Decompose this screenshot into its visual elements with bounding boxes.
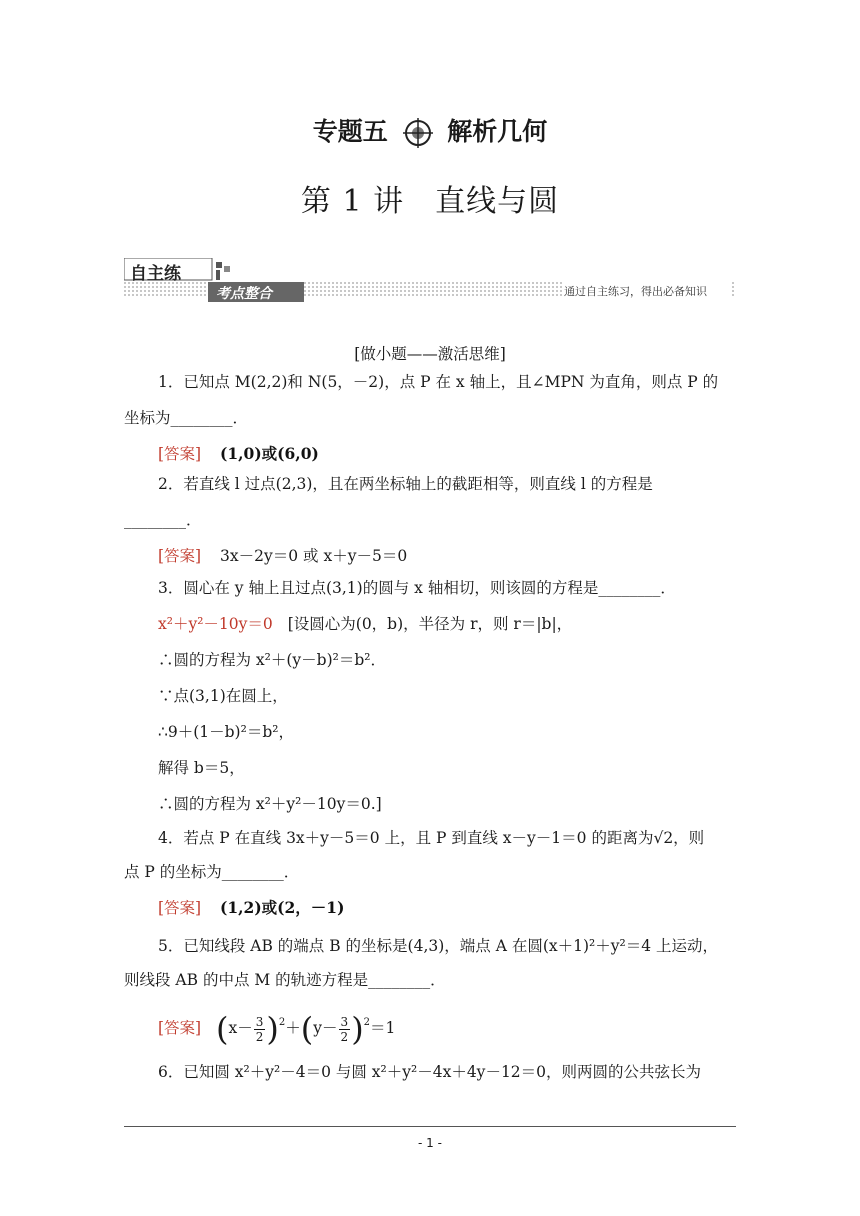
subject-label: 解析几何 bbox=[447, 117, 548, 146]
q2-text-cont: ________． bbox=[124, 511, 202, 529]
q3-solution-2: ∴圆的方程为 x²＋(y－b)²＝b²． bbox=[158, 651, 387, 669]
banner-left-top: 自主练 bbox=[130, 264, 181, 284]
section-title: [做小题——激活思维] bbox=[354, 345, 506, 363]
q3-solution-4: ∴9＋(1－b)²＝b²， bbox=[158, 723, 294, 741]
answer-tag: [答案] bbox=[158, 547, 202, 565]
q5-answer-value: (x－ $\frac{3}{2}$ )$^2$＋(y－ $\frac{3}{2}$ )$^2$＝1 bbox=[216, 1010, 396, 1048]
banner-left-bottom: 考点整合 bbox=[216, 286, 272, 302]
q2-answer bbox=[158, 546, 407, 566]
answer-tag: [答案] bbox=[158, 899, 202, 917]
page-number: - 1 - bbox=[418, 1136, 442, 1150]
q2-text: 2．若直线 l 过点(2,3)，且在两坐标轴上的截距相等，则直线 l 的方程是 bbox=[158, 475, 653, 493]
q5-answer bbox=[158, 1010, 396, 1048]
q1-answer bbox=[158, 444, 319, 464]
q3-solution-3: ∵点(3,1)在圆上， bbox=[158, 687, 288, 705]
q4-text-cont: 点 P 的坐标为________． bbox=[124, 863, 300, 881]
topic-label: 专题五 bbox=[312, 117, 388, 146]
q1-answer-value: (1,0)或(6,0) bbox=[220, 444, 319, 463]
fraction: $\frac{3}{2}$ bbox=[255, 1014, 264, 1044]
q3-solution-6: ∴圆的方程为 x²＋y²－10y＝0.] bbox=[158, 795, 382, 813]
q4-text: 4．若点 P 在直线 3x＋y－5＝0 上，且 P 到直线 x－y－1＝0 的距离为√2，则 bbox=[158, 829, 705, 847]
q6-text: 6．已知圆 x²＋y²－4＝0 与圆 x²＋y²－4x＋4y－12＝0，则两圆的公共弦长为 bbox=[158, 1063, 702, 1081]
answer-tag: [答案] bbox=[158, 445, 202, 463]
q2-answer-value: 3x－2y＝0 或 x＋y－5＝0 bbox=[220, 547, 408, 565]
fraction: $\frac{3}{2}$ bbox=[340, 1014, 349, 1044]
q3-text: 3．圆心在 y 轴上且过点(3,1)的圆与 x 轴相切，则该圆的方程是________． bbox=[158, 579, 676, 597]
q1-text: 1．已知点 M(2,2)和 N(5，－2)，点 P 在 x 轴上，且∠MPN 为直角，则点 P 的 bbox=[158, 373, 719, 391]
answer-tag: [答案] bbox=[158, 1019, 202, 1037]
q3-answer-value: x²＋y²－10y＝0 bbox=[158, 615, 273, 633]
crosshair-icon bbox=[403, 118, 433, 148]
lecture-title: 第 1 讲 直线与圆 bbox=[300, 184, 560, 219]
section-banner bbox=[124, 258, 736, 304]
topic-header bbox=[0, 112, 860, 148]
q5-text: 5．已知线段 AB 的端点 B 的坐标是(4,3)，端点 A 在圆(x＋1)²＋y²＝4 上运动， bbox=[158, 937, 719, 955]
q1-text-cont: 坐标为________． bbox=[124, 409, 249, 427]
q3-solution-1: [设圆心为(0，b)，半径为 r，则 r＝|b|， bbox=[287, 615, 573, 633]
q3-answer bbox=[158, 614, 572, 634]
footer-rule bbox=[124, 1126, 736, 1127]
q4-answer-value: (1,2)或(2，－1) bbox=[220, 898, 345, 917]
banner-right-text: 通过自主练习，得出必备知识 bbox=[564, 285, 707, 298]
q4-answer bbox=[158, 898, 344, 918]
q3-solution-5: 解得 b＝5， bbox=[158, 759, 245, 777]
q5-text-cont: 则线段 AB 的中点 M 的轨迹方程是________． bbox=[124, 971, 446, 989]
